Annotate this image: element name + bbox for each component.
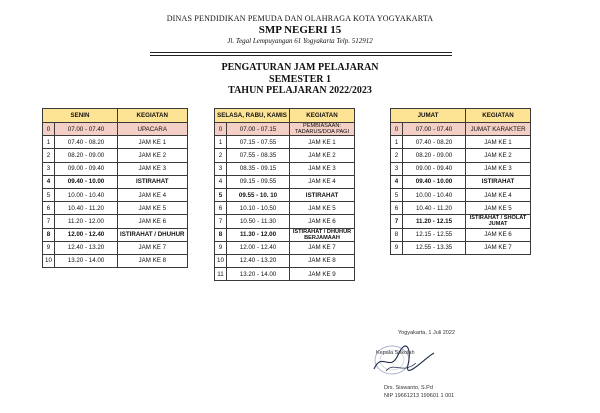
row-number-cell: 1 bbox=[215, 136, 227, 149]
row-number-cell: 3 bbox=[215, 162, 227, 175]
activity-cell: JAM KE 7 bbox=[290, 241, 355, 254]
title-line-2: SEMESTER 1 bbox=[269, 73, 331, 85]
time-cell: 07.40 - 08.20 bbox=[403, 136, 466, 149]
row-number-cell: 8 bbox=[43, 228, 55, 241]
header-activity: KEGIATAN bbox=[118, 109, 188, 123]
schedule-table-senin bbox=[42, 108, 188, 268]
row-number-cell: 4 bbox=[391, 175, 403, 188]
schedule-table-jumat bbox=[390, 108, 531, 255]
table-row bbox=[43, 202, 188, 215]
time-cell: 08.35 - 09.15 bbox=[227, 162, 290, 175]
row-number-cell: 10 bbox=[43, 254, 55, 267]
letterhead-divider bbox=[150, 52, 452, 53]
row-number-cell: 4 bbox=[43, 175, 55, 188]
table-row bbox=[43, 162, 188, 175]
activity-cell: JAM KE 5 bbox=[290, 202, 355, 215]
header-day: SENIN bbox=[43, 109, 118, 123]
school-address: Jl. Tegal Lempuyangan 61 Yogyakarta Telp. 512912 bbox=[227, 37, 373, 45]
table-row bbox=[391, 215, 531, 228]
activity-cell: JAM KE 5 bbox=[118, 202, 188, 215]
table-row bbox=[391, 149, 531, 162]
header-day: SELASA, RABU, KAMIS bbox=[215, 109, 290, 123]
row-number-cell: 0 bbox=[43, 123, 55, 136]
row-number-cell: 4 bbox=[215, 175, 227, 188]
row-number-cell: 6 bbox=[215, 202, 227, 215]
activity-cell: JUMAT KARAKTER bbox=[466, 123, 531, 136]
activity-cell: JAM KE 2 bbox=[290, 149, 355, 162]
signature-place-date: Yogyakarta, 1 Juli 2022 bbox=[398, 330, 455, 336]
activity-cell: JAM KE 1 bbox=[290, 136, 355, 149]
time-cell: 07.00 - 07.40 bbox=[55, 123, 118, 136]
document-title bbox=[0, 62, 600, 97]
time-cell: 09.00 - 09.40 bbox=[403, 162, 466, 175]
table-row bbox=[215, 241, 355, 254]
time-cell: 11.30 - 12.00 bbox=[227, 228, 290, 241]
row-number-cell: 11 bbox=[215, 268, 227, 281]
row-number-cell: 8 bbox=[391, 228, 403, 241]
activity-cell: UPACARA bbox=[118, 123, 188, 136]
table-row bbox=[215, 215, 355, 228]
time-cell: 12.15 - 12.55 bbox=[403, 228, 466, 241]
table-row bbox=[391, 136, 531, 149]
time-cell: 08.20 - 09.00 bbox=[403, 149, 466, 162]
header-activity: KEGIATAN bbox=[290, 109, 355, 123]
table-row bbox=[215, 123, 355, 136]
row-number-cell: 9 bbox=[391, 241, 403, 254]
activity-cell: JAM KE 5 bbox=[466, 202, 531, 215]
row-number-cell: 3 bbox=[43, 162, 55, 175]
row-number-cell: 2 bbox=[391, 149, 403, 162]
time-cell: 10.40 - 11.20 bbox=[55, 202, 118, 215]
activity-cell: JAM KE 9 bbox=[290, 268, 355, 281]
row-number-cell: 2 bbox=[43, 149, 55, 162]
row-number-cell: 5 bbox=[215, 188, 227, 201]
activity-cell: JAM KE 6 bbox=[118, 215, 188, 228]
activity-cell: ISTIRAHAT bbox=[466, 175, 531, 188]
time-cell: 10.00 - 10.40 bbox=[55, 188, 118, 201]
table-row bbox=[43, 123, 188, 136]
time-cell: 09.15 - 09.55 bbox=[227, 175, 290, 188]
table-row bbox=[43, 188, 188, 201]
activity-cell: JAM KE 1 bbox=[118, 136, 188, 149]
table-row bbox=[215, 162, 355, 175]
row-number-cell: 10 bbox=[215, 254, 227, 267]
time-cell: 09.40 - 10.00 bbox=[55, 175, 118, 188]
signature-role: Kepala Sekolah bbox=[376, 350, 415, 356]
time-cell: 07.55 - 08.35 bbox=[227, 149, 290, 162]
letterhead bbox=[0, 14, 600, 45]
row-number-cell: 9 bbox=[215, 241, 227, 254]
signature-name: Drs. Siswanto, S.Pd bbox=[384, 385, 433, 391]
activity-cell: JAM KE 3 bbox=[466, 162, 531, 175]
table-row bbox=[215, 254, 355, 267]
row-number-cell: 6 bbox=[391, 202, 403, 215]
activity-cell: ISTIRAHAT bbox=[290, 188, 355, 201]
activity-cell: JAM KE 7 bbox=[466, 241, 531, 254]
activity-cell: JAM KE 2 bbox=[118, 149, 188, 162]
row-number-cell: 3 bbox=[391, 162, 403, 175]
signature-stamp-graphic bbox=[368, 343, 438, 379]
row-number-cell: 5 bbox=[43, 188, 55, 201]
time-cell: 10.00 - 10.40 bbox=[403, 188, 466, 201]
time-cell: 07.40 - 08.20 bbox=[55, 136, 118, 149]
table-row bbox=[43, 136, 188, 149]
activity-cell: JAM KE 4 bbox=[466, 188, 531, 201]
table-row bbox=[215, 149, 355, 162]
title-line-1: PENGATURAN JAM PELAJARAN bbox=[221, 62, 379, 73]
table-row bbox=[391, 162, 531, 175]
activity-cell: JAM KE 3 bbox=[290, 162, 355, 175]
table-row bbox=[215, 268, 355, 281]
row-number-cell: 7 bbox=[43, 215, 55, 228]
activity-cell: JAM KE 2 bbox=[466, 149, 531, 162]
letterhead-divider-thin bbox=[150, 55, 452, 56]
table-row bbox=[43, 175, 188, 188]
activity-cell: ISTIRAHAT / DHUHUR BERJAMAAH bbox=[290, 228, 355, 241]
time-cell: 07.00 - 07.15 bbox=[227, 123, 290, 136]
row-number-cell: 8 bbox=[215, 228, 227, 241]
row-number-cell: 1 bbox=[391, 136, 403, 149]
activity-cell: JAM KE 8 bbox=[118, 254, 188, 267]
time-cell: 07.15 - 07.55 bbox=[227, 136, 290, 149]
table-row bbox=[391, 202, 531, 215]
time-cell: 10.50 - 11.30 bbox=[227, 215, 290, 228]
time-cell: 13.20 - 14.00 bbox=[227, 268, 290, 281]
row-number-cell: 6 bbox=[43, 202, 55, 215]
activity-cell: JAM KE 4 bbox=[118, 188, 188, 201]
title-line-3: TAHUN PELAJARAN 2022/2023 bbox=[228, 85, 372, 96]
time-cell: 12.55 - 13.35 bbox=[403, 241, 466, 254]
table-row bbox=[391, 228, 531, 241]
time-cell: 12.00 - 12.40 bbox=[55, 228, 118, 241]
activity-cell: PEMBIASAAN: TADARUS/DOA PAGI bbox=[290, 123, 355, 136]
table-row bbox=[215, 188, 355, 201]
row-number-cell: 9 bbox=[43, 241, 55, 254]
table-row bbox=[43, 241, 188, 254]
activity-cell: ISTIRAHAT bbox=[118, 175, 188, 188]
activity-cell: JAM KE 6 bbox=[290, 215, 355, 228]
agency-name: DINAS PENDIDIKAN PEMUDA DAN OLAHRAGA KOTA YOGYAKARTA bbox=[166, 14, 434, 23]
time-cell: 07.00 - 07.40 bbox=[403, 123, 466, 136]
activity-cell: JAM KE 4 bbox=[290, 175, 355, 188]
table-row bbox=[391, 175, 531, 188]
table-row bbox=[43, 228, 188, 241]
table-row bbox=[391, 123, 531, 136]
header-day: JUMAT bbox=[391, 109, 466, 123]
table-row bbox=[43, 149, 188, 162]
table-row bbox=[391, 188, 531, 201]
table-row bbox=[391, 241, 531, 254]
time-cell: 12.40 - 13.20 bbox=[55, 241, 118, 254]
row-number-cell: 0 bbox=[215, 123, 227, 136]
time-cell: 08.20 - 09.00 bbox=[55, 149, 118, 162]
row-number-cell: 2 bbox=[215, 149, 227, 162]
row-number-cell: 0 bbox=[391, 123, 403, 136]
table-row bbox=[43, 215, 188, 228]
row-number-cell: 7 bbox=[215, 215, 227, 228]
table-row bbox=[215, 202, 355, 215]
time-cell: 10.10 - 10.50 bbox=[227, 202, 290, 215]
time-cell: 10.40 - 11.20 bbox=[403, 202, 466, 215]
activity-cell: ISTIRAHAT / SHOLAT JUMAT bbox=[466, 215, 531, 228]
activity-cell: JAM KE 1 bbox=[466, 136, 531, 149]
activity-cell: JAM KE 8 bbox=[290, 254, 355, 267]
table-row bbox=[215, 175, 355, 188]
activity-cell: ISTIRAHAT / DHUHUR bbox=[118, 228, 188, 241]
row-number-cell: 7 bbox=[391, 215, 403, 228]
header-activity: KEGIATAN bbox=[466, 109, 531, 123]
schedule-table-selasa-rabu-kamis bbox=[214, 108, 355, 281]
time-cell: 13.20 - 14.00 bbox=[55, 254, 118, 267]
time-cell: 09.55 - 10. 10 bbox=[227, 188, 290, 201]
row-number-cell: 5 bbox=[391, 188, 403, 201]
time-cell: 11.20 - 12.00 bbox=[55, 215, 118, 228]
activity-cell: JAM KE 3 bbox=[118, 162, 188, 175]
activity-cell: JAM KE 6 bbox=[466, 228, 531, 241]
table-row bbox=[43, 254, 188, 267]
row-number-cell: 1 bbox=[43, 136, 55, 149]
school-name: SMP NEGERI 15 bbox=[258, 24, 342, 36]
time-cell: 12.40 - 13.20 bbox=[227, 254, 290, 267]
time-cell: 12.00 - 12.40 bbox=[227, 241, 290, 254]
time-cell: 09.40 - 10.00 bbox=[403, 175, 466, 188]
table-row bbox=[215, 136, 355, 149]
time-cell: 09.00 - 09.40 bbox=[55, 162, 118, 175]
time-cell: 11.20 - 12.15 bbox=[403, 215, 466, 228]
table-row bbox=[215, 228, 355, 241]
activity-cell: JAM KE 7 bbox=[118, 241, 188, 254]
signature-nip: NIP 19661213 199601 1 001 bbox=[384, 393, 455, 399]
